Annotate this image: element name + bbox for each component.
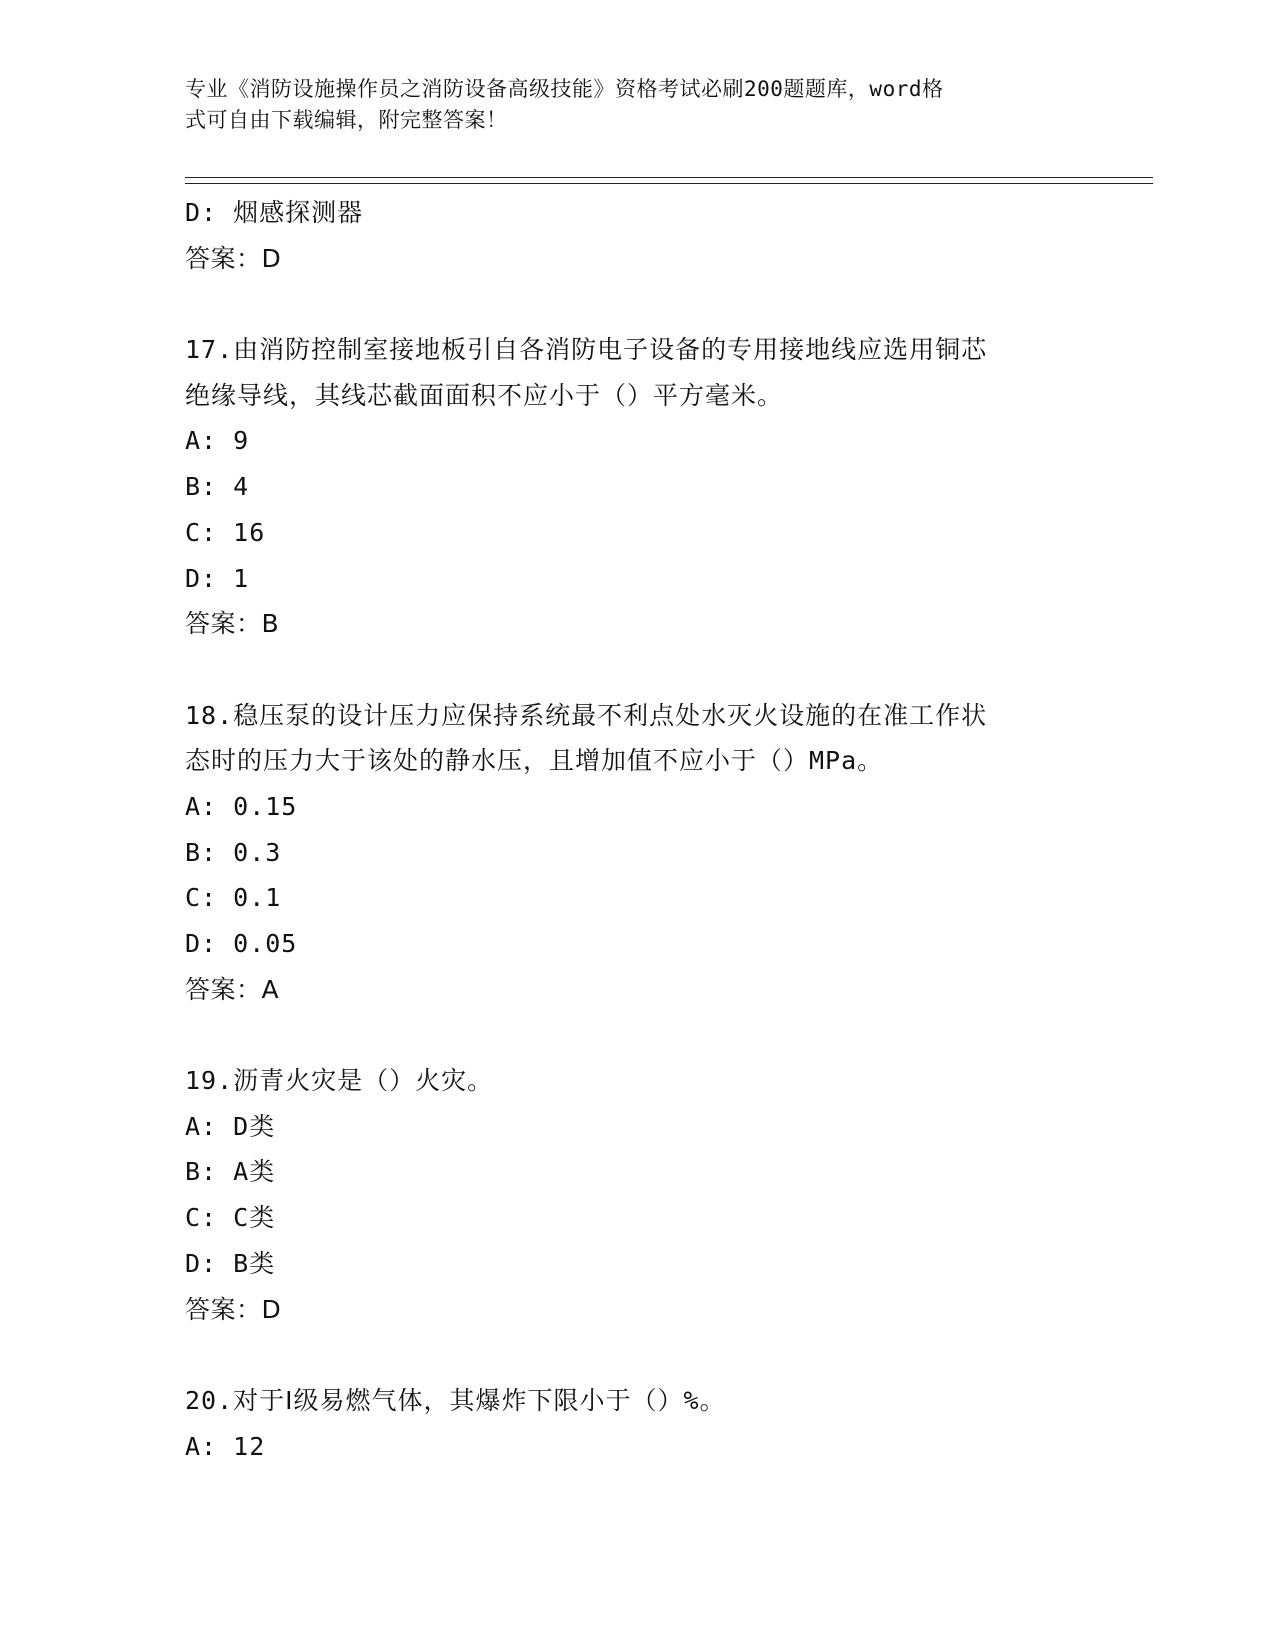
question-19 xyxy=(185,1058,1085,1332)
question-17 xyxy=(185,327,1085,647)
option-b: B: A类 xyxy=(185,1157,276,1187)
header-divider-top xyxy=(185,177,1153,178)
question-text-line-2: 绝缘导线，其线芯截面面积不应小于（）平方毫米。 xyxy=(185,380,784,410)
header-line-1: 专业《消防设施操作员之消防设备高级技能》资格考试必刷200题题库，word格 xyxy=(185,77,944,101)
option-b: B: 0.3 xyxy=(185,837,282,867)
question-20 xyxy=(185,1378,1085,1469)
option-a: A: 0.15 xyxy=(185,791,298,821)
answer-line: 答案：D xyxy=(185,1294,282,1324)
header-divider-bottom xyxy=(185,183,1153,184)
option-b: B: 4 xyxy=(185,472,250,502)
option-d: D: 0.05 xyxy=(185,929,298,958)
question-text-line-1: 17.由消防控制室接地板引自各消防电子设备的专用接地线应选用铜芯 xyxy=(185,335,988,365)
question-text-line-1: 20.对于Ⅰ级易燃气体，其爆炸下限小于（）%。 xyxy=(185,1385,726,1415)
answer-line: 答案：A xyxy=(185,974,280,1004)
option-a: A: 9 xyxy=(185,426,250,456)
option-c: C: C类 xyxy=(185,1203,276,1233)
option-a: A: D类 xyxy=(185,1111,276,1141)
header-line-2: 式可自由下载编辑，附完整答案！ xyxy=(185,108,508,132)
question-text-line-2: 态时的压力大于该处的静水压，且增加值不应小于（）MPa。 xyxy=(185,746,884,776)
answer-line: 答案：B xyxy=(185,609,280,639)
option-d: D: B类 xyxy=(185,1248,276,1278)
question-text-line-1: 18.稳压泵的设计压力应保持系统最不利点处水灭火设施的在准工作状 xyxy=(185,700,988,730)
question-content xyxy=(185,190,1085,1469)
option-c: C: 0.1 xyxy=(185,883,282,913)
question-18 xyxy=(185,693,1085,1013)
option-c: C: 16 xyxy=(185,517,266,547)
option-d: D: 烟感探测器 xyxy=(185,198,364,227)
option-d: D: 1 xyxy=(185,563,250,593)
question-text-line-1: 19.沥青火灾是（）火灾。 xyxy=(185,1066,494,1096)
question-16-tail xyxy=(185,190,1085,281)
answer-line: 答案：D xyxy=(185,243,282,273)
option-a: A: 12 xyxy=(185,1431,266,1461)
page-header xyxy=(185,74,1085,136)
